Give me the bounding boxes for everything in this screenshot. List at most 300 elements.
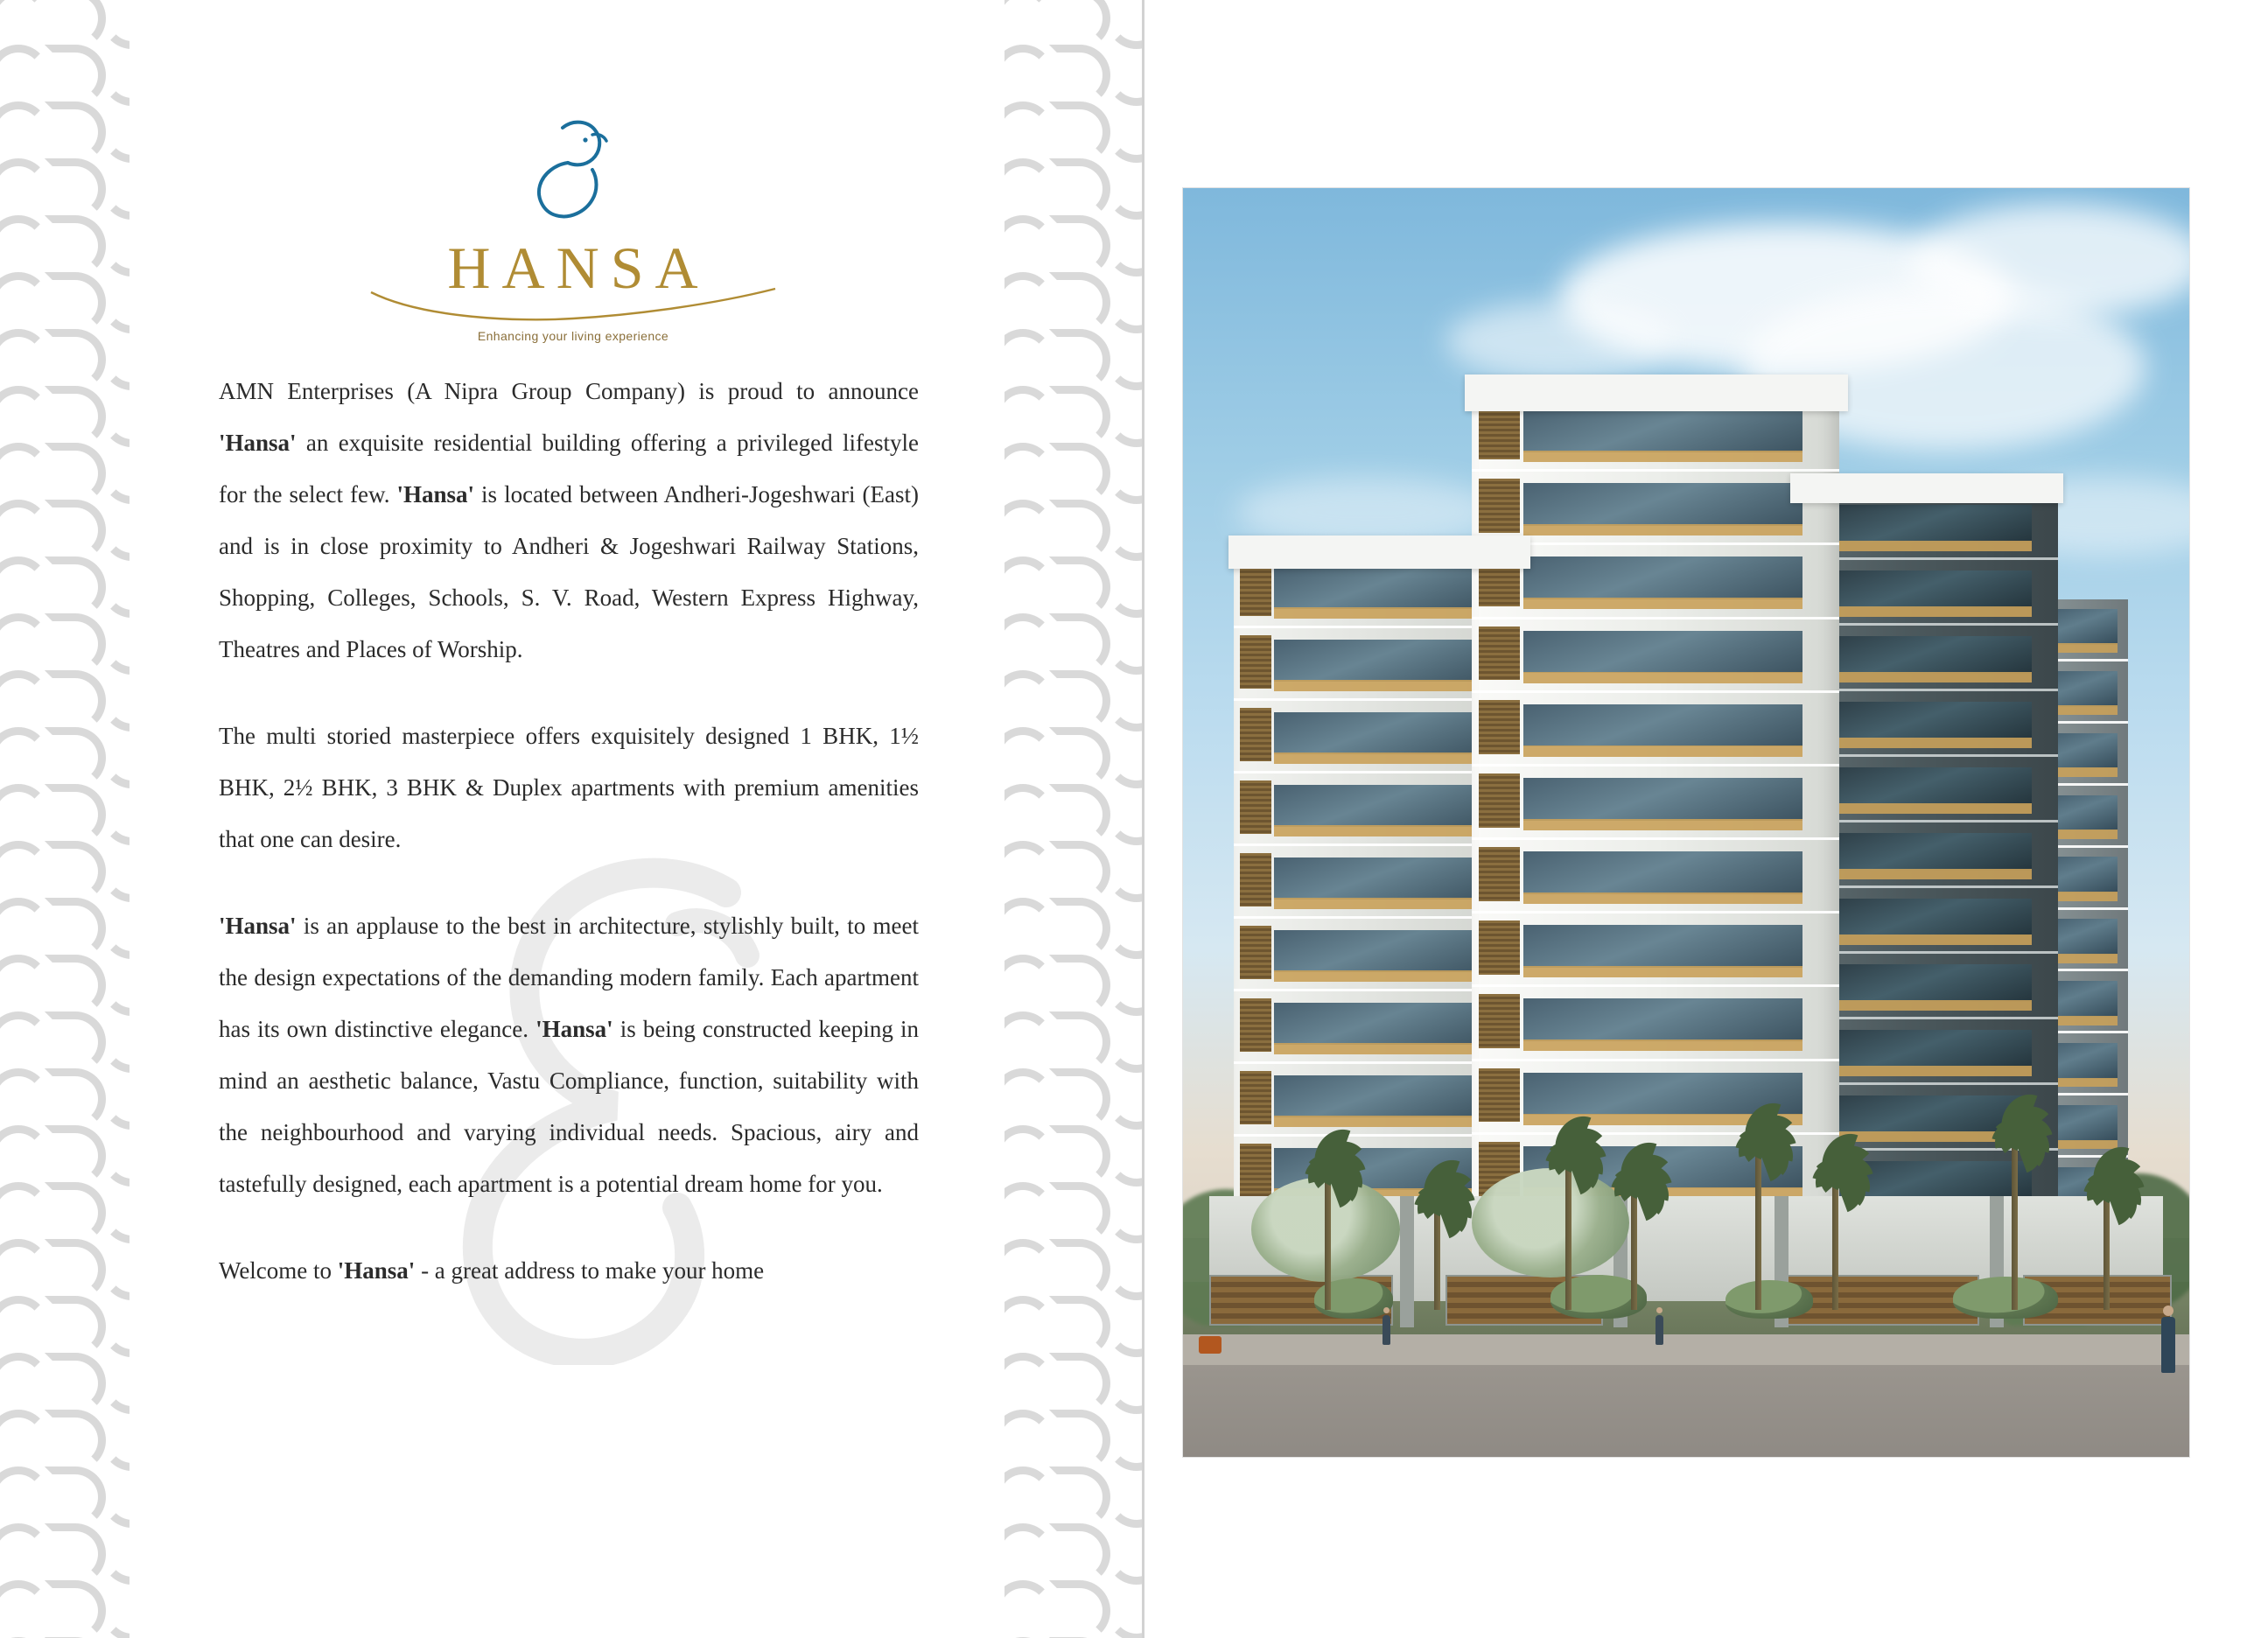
pattern-tile [1101, 949, 1142, 1006]
building-floor [1472, 914, 1839, 987]
body-text: Welcome to [219, 1257, 338, 1284]
pattern-tile [1101, 665, 1142, 722]
pattern-tile [0, 608, 39, 665]
paragraph-architecture [219, 900, 919, 1210]
pattern-tile [1101, 438, 1142, 494]
pattern-tile [96, 836, 130, 892]
pattern-tile [1101, 210, 1142, 267]
cloud [1909, 204, 2189, 318]
window-glazing [1274, 567, 1494, 609]
pattern-tile [96, 324, 130, 381]
pattern-tile [39, 267, 96, 324]
window-glazing [1523, 998, 1802, 1041]
pattern-tile [1044, 1177, 1101, 1234]
window-glazing [1832, 570, 2032, 608]
palm-tree [2067, 1161, 2146, 1310]
paragraph-offering [219, 710, 919, 865]
balcony-band [1832, 1000, 2032, 1011]
palm-tree [1718, 1117, 1797, 1310]
pattern-tile [39, 1006, 96, 1063]
pattern-tile [96, 1234, 130, 1291]
pattern-tile [1004, 1063, 1044, 1120]
palm-tree [1397, 1174, 1476, 1310]
pattern-tile [1004, 1291, 1044, 1348]
louvre-screen [1479, 847, 1519, 901]
pattern-tile [1004, 608, 1044, 665]
pattern-tile [96, 1006, 130, 1063]
window-glazing [1523, 851, 1802, 894]
balcony-band [1523, 524, 1802, 536]
pattern-tile [1101, 1404, 1142, 1461]
building-floor [1472, 693, 1839, 766]
pattern-tile [1004, 381, 1044, 438]
pattern-tile [1101, 1348, 1142, 1404]
pattern-tile [96, 722, 130, 779]
pattern-tile [1004, 210, 1044, 267]
window-glazing [1523, 704, 1802, 747]
pattern-tile [1004, 1234, 1044, 1291]
pattern-tile [1044, 1404, 1101, 1461]
pattern-tile [39, 1177, 96, 1234]
pattern-tile [96, 949, 130, 1006]
pattern-tile [0, 892, 39, 949]
louvre-screen [1479, 920, 1519, 975]
pattern-tile [39, 438, 96, 494]
pattern-tile [0, 949, 39, 1006]
pattern-tile [1004, 949, 1044, 1006]
pattern-tile [1044, 1291, 1101, 1348]
pattern-tile [1101, 551, 1142, 608]
pattern-tile [0, 1348, 39, 1404]
pattern-tile [39, 0, 96, 39]
body-text: an exquisite residential building offering a privileged lifestyle for the select few. [219, 430, 919, 508]
window-glazing [1832, 833, 2032, 871]
balcony-band [1523, 819, 1802, 830]
louvre-screen [1240, 635, 1271, 689]
pattern-tile [96, 438, 130, 494]
pattern-tile [0, 39, 39, 96]
pattern-tile [1044, 96, 1101, 153]
cloud [1446, 302, 1673, 381]
window-glazing [1523, 556, 1802, 599]
pattern-tile [39, 1518, 96, 1575]
pattern-tile [1101, 494, 1142, 551]
emphasis-text: 'Hansa' [536, 1016, 613, 1042]
window-glazing [1274, 858, 1494, 900]
pattern-tile [0, 1120, 39, 1177]
building-floor [1472, 840, 1839, 914]
louvre-screen [1479, 994, 1519, 1048]
louvre-screen [1240, 563, 1271, 616]
pattern-tile [39, 153, 96, 210]
pattern-tile [96, 779, 130, 836]
brand-wordmark: HANSA [447, 234, 710, 301]
tower-crown [1465, 374, 1848, 411]
pattern-tile [96, 1632, 130, 1638]
pattern-tile [39, 949, 96, 1006]
pattern-tile [1101, 153, 1142, 210]
pattern-tile [96, 494, 130, 551]
body-text: The multi storied masterpiece offers exquisitely designed 1 BHK, 1½ BHK, 2½ BHK, 3 BHK & Duplex apartments with premium amenities that one can desire. [219, 723, 919, 852]
pattern-tile [1044, 267, 1101, 324]
pattern-tile [0, 153, 39, 210]
window-glazing [1274, 712, 1494, 754]
pattern-tile [1101, 1234, 1142, 1291]
balcony-band [1523, 1040, 1802, 1051]
pattern-tile [1101, 267, 1142, 324]
pattern-tile [1101, 0, 1142, 39]
building-rendering [1183, 188, 2189, 1457]
pattern-tile [1004, 39, 1044, 96]
window-glazing [1832, 899, 2032, 936]
pattern-tile [0, 1234, 39, 1291]
louvre-screen [1479, 479, 1519, 533]
pattern-tile [96, 1575, 130, 1632]
pattern-tile [1004, 1461, 1044, 1518]
pattern-tile [1004, 1006, 1044, 1063]
right-image-panel [1144, 0, 2268, 1638]
pattern-tile [1101, 1120, 1142, 1177]
pattern-tile [1004, 1177, 1044, 1234]
pattern-tile [1044, 1063, 1101, 1120]
pattern-tile [39, 381, 96, 438]
building-floor [1472, 472, 1839, 545]
pattern-tile [1101, 1518, 1142, 1575]
pattern-tile [1004, 1575, 1044, 1632]
pattern-tile [1044, 153, 1101, 210]
balcony-band [1523, 598, 1802, 609]
balcony-band [1274, 825, 1494, 836]
pattern-tile [1044, 1006, 1101, 1063]
balcony-band [1274, 1116, 1494, 1127]
decorative-pattern-right [1004, 0, 1142, 1638]
pattern-tile [1101, 1461, 1142, 1518]
pattern-tile [39, 324, 96, 381]
louvre-screen [1479, 700, 1519, 754]
window-glazing [1523, 631, 1802, 674]
pattern-tile [0, 551, 39, 608]
pattern-tile [1044, 836, 1101, 892]
louvre-screen [1240, 708, 1271, 761]
balcony-band [1832, 672, 2032, 682]
body-text: is an applause to the best in architecture, stylishly built, to meet the design expectations of the demanding modern family. Each apartment has its own distinctive elegance. [219, 913, 919, 1042]
pattern-tile [0, 494, 39, 551]
pattern-tile [1101, 1006, 1142, 1063]
pattern-tile [1004, 0, 1044, 39]
window-glazing [1832, 505, 2032, 542]
pattern-tile [96, 608, 130, 665]
louvre-screen [1240, 926, 1271, 979]
pattern-tile [39, 551, 96, 608]
balcony-band [1523, 966, 1802, 977]
window-glazing [1832, 636, 2032, 674]
emphasis-text: 'Hansa' [396, 481, 475, 508]
building-floor [1472, 766, 1839, 840]
balcony-band [1274, 970, 1494, 982]
louvre-screen [1479, 1068, 1519, 1123]
pavement [1183, 1334, 2189, 1369]
palm-tree [1975, 1109, 2054, 1310]
pattern-tile [1044, 1632, 1101, 1638]
pattern-tile [96, 381, 130, 438]
decorative-pattern-left [0, 0, 130, 1638]
pattern-tile [0, 1461, 39, 1518]
balcony-band [1274, 607, 1494, 619]
pattern-tile [39, 39, 96, 96]
pattern-tile [0, 96, 39, 153]
balcony-band [1523, 451, 1802, 462]
pattern-tile [96, 39, 130, 96]
paragraph-welcome [219, 1245, 919, 1297]
paragraph-intro [219, 366, 919, 676]
pattern-tile [1044, 608, 1101, 665]
pattern-tile [1101, 892, 1142, 949]
pattern-tile [1101, 39, 1142, 96]
pattern-tile [96, 210, 130, 267]
pattern-tile [1101, 608, 1142, 665]
pedestrian [1382, 1315, 1390, 1345]
balcony-band [1832, 1066, 2032, 1076]
pattern-tile [1004, 324, 1044, 381]
pattern-tile [0, 779, 39, 836]
tower-crown [1228, 536, 1530, 569]
window-glazing [1832, 702, 2032, 739]
body-text: - a great address to make your home [415, 1257, 765, 1284]
pattern-tile [39, 494, 96, 551]
pattern-tile [1044, 1575, 1101, 1632]
pattern-tile [0, 836, 39, 892]
balcony-band [1832, 803, 2032, 814]
building-floor [1472, 987, 1839, 1060]
pattern-tile [1004, 1120, 1044, 1177]
pattern-tile [96, 0, 130, 39]
louvre-screen [1240, 1144, 1271, 1197]
body-text: is located between Andheri-Jogeshwari (East) and is in close proximity to Andheri & Jogeshwari Railway Stations, Shopping, Colleges, Schools, S. V. Road, Western Express Highway, Theatres and Places of Worship. [219, 481, 919, 662]
window-glazing [1274, 785, 1494, 827]
pattern-tile [1044, 324, 1101, 381]
pattern-tile [1101, 1177, 1142, 1234]
balcony-band [1523, 672, 1802, 683]
pattern-tile [1044, 892, 1101, 949]
pattern-tile [39, 1063, 96, 1120]
pattern-tile [1044, 1234, 1101, 1291]
pattern-tile [0, 0, 39, 39]
pattern-tile [1101, 1575, 1142, 1632]
balcony-band [1832, 934, 2032, 945]
pattern-tile [0, 324, 39, 381]
pattern-tile [1004, 779, 1044, 836]
pattern-tile [96, 267, 130, 324]
pattern-tile [1044, 722, 1101, 779]
pattern-tile [1004, 1404, 1044, 1461]
pattern-tile [39, 1575, 96, 1632]
balcony-band [1832, 541, 2032, 551]
balcony-band [1832, 738, 2032, 748]
pattern-tile [96, 1461, 130, 1518]
pattern-tile [1004, 96, 1044, 153]
pattern-tile [39, 1632, 96, 1638]
pattern-tile [96, 1120, 130, 1177]
pattern-tile [0, 210, 39, 267]
window-glazing [1274, 640, 1494, 682]
pattern-tile [1004, 153, 1044, 210]
pedestrian [1656, 1315, 1663, 1345]
balcony-band [1274, 898, 1494, 909]
pattern-tile [1101, 779, 1142, 836]
balcony-band [1274, 1043, 1494, 1054]
louvre-screen [1479, 774, 1519, 828]
pattern-tile [1044, 949, 1101, 1006]
louvre-screen [1240, 853, 1271, 906]
pattern-tile [1044, 381, 1101, 438]
brochure-copy [219, 366, 919, 1297]
pattern-tile [0, 1291, 39, 1348]
louvre-screen [1240, 998, 1271, 1052]
pattern-tile [96, 1291, 130, 1348]
window-glazing [1523, 925, 1802, 968]
pattern-tile [1101, 381, 1142, 438]
pattern-tile [0, 1177, 39, 1234]
louvre-screen [1479, 626, 1519, 681]
window-glazing [1523, 483, 1802, 526]
pattern-tile [1044, 210, 1101, 267]
pattern-tile [1044, 1518, 1101, 1575]
emphasis-text: 'Hansa' [219, 430, 297, 456]
pattern-tile [1044, 1348, 1101, 1404]
pattern-tile [1004, 551, 1044, 608]
pattern-tile [1004, 892, 1044, 949]
pedestrian [2161, 1317, 2175, 1373]
pattern-tile [1101, 324, 1142, 381]
window-glazing [1274, 1075, 1494, 1117]
pattern-tile [1044, 1461, 1101, 1518]
pattern-tile [0, 722, 39, 779]
swan-icon [512, 114, 634, 219]
pattern-tile [1101, 96, 1142, 153]
pattern-tile [1044, 665, 1101, 722]
pattern-tile [1101, 836, 1142, 892]
balcony-band [1523, 892, 1802, 904]
body-text: AMN Enterprises (A Nipra Group Company) is proud to announce [219, 378, 919, 404]
window-glazing [1274, 1003, 1494, 1045]
pattern-tile [39, 779, 96, 836]
pattern-tile [0, 1063, 39, 1120]
pattern-tile [39, 608, 96, 665]
palm-tree [1796, 1148, 1874, 1310]
pattern-tile [1101, 1063, 1142, 1120]
pattern-tile [0, 1006, 39, 1063]
pattern-tile [96, 892, 130, 949]
window-glazing [1832, 1030, 2032, 1068]
pattern-tile [96, 665, 130, 722]
pattern-tile [0, 1404, 39, 1461]
pattern-tile [1004, 665, 1044, 722]
pattern-tile [1044, 1120, 1101, 1177]
pattern-tile [1101, 722, 1142, 779]
pattern-tile [39, 1120, 96, 1177]
brand-logo [350, 114, 796, 343]
pattern-tile [1044, 779, 1101, 836]
emphasis-text: 'Hansa' [337, 1257, 416, 1284]
pattern-tile [0, 1632, 39, 1638]
pattern-tile [0, 1575, 39, 1632]
pattern-tile [96, 1518, 130, 1575]
pattern-tile [0, 438, 39, 494]
pattern-tile [1004, 438, 1044, 494]
brand-tagline: Enhancing your living experience [477, 329, 669, 343]
window-glazing [1832, 767, 2032, 805]
balcony-band [1832, 606, 2032, 617]
pattern-tile [96, 96, 130, 153]
louvre-screen [1479, 405, 1519, 459]
pattern-tile [0, 381, 39, 438]
pattern-tile [39, 1404, 96, 1461]
pattern-tile [39, 665, 96, 722]
pattern-tile [96, 1177, 130, 1234]
window-glazing [1274, 930, 1494, 972]
pattern-tile [1044, 39, 1101, 96]
building-floor [1472, 620, 1839, 693]
pattern-tile [39, 1234, 96, 1291]
balcony-band [1523, 746, 1802, 757]
tower-crown [1790, 473, 2063, 503]
pattern-tile [39, 1348, 96, 1404]
pattern-tile [96, 1348, 130, 1404]
emphasis-text: 'Hansa' [219, 913, 297, 939]
pattern-tile [1101, 1291, 1142, 1348]
pattern-tile [1004, 722, 1044, 779]
pattern-tile [39, 1291, 96, 1348]
pattern-tile [96, 153, 130, 210]
palm-tree [1594, 1157, 1673, 1310]
pattern-tile [39, 1461, 96, 1518]
pattern-tile [0, 1518, 39, 1575]
window-glazing [1523, 410, 1802, 452]
pattern-tile [1044, 0, 1101, 39]
louvre-screen [1240, 780, 1271, 834]
pattern-tile [1044, 494, 1101, 551]
window-glazing [1523, 778, 1802, 821]
balcony-band [1274, 680, 1494, 691]
pattern-tile [1004, 267, 1044, 324]
pattern-tile [39, 96, 96, 153]
louvre-screen [1240, 1071, 1271, 1124]
pattern-tile [1004, 1348, 1044, 1404]
pattern-tile [1004, 1632, 1044, 1638]
pattern-tile [39, 210, 96, 267]
palm-tree [1288, 1144, 1367, 1310]
pattern-tile [1101, 1632, 1142, 1638]
pattern-tile [1004, 836, 1044, 892]
pattern-tile [1044, 551, 1101, 608]
pattern-tile [0, 665, 39, 722]
pattern-tile [39, 836, 96, 892]
road [1183, 1365, 2189, 1457]
vehicle [1199, 1336, 1222, 1354]
pattern-tile [96, 1063, 130, 1120]
pattern-tile [96, 1404, 130, 1461]
pattern-tile [1004, 494, 1044, 551]
pattern-tile [39, 892, 96, 949]
pattern-tile [0, 267, 39, 324]
balcony-band [1832, 869, 2032, 879]
pattern-tile [1004, 1518, 1044, 1575]
pattern-tile [1044, 438, 1101, 494]
pattern-tile [96, 551, 130, 608]
window-glazing [1832, 964, 2032, 1002]
body-text: is being constructed keeping in mind an aesthetic balance, Vastu Compliance, function, suitability with the neighbourhood and varying individual needs. Spacious, airy and tastefully designed, each apartment is a potential dream home for you. [219, 1016, 920, 1197]
pattern-tile [39, 722, 96, 779]
